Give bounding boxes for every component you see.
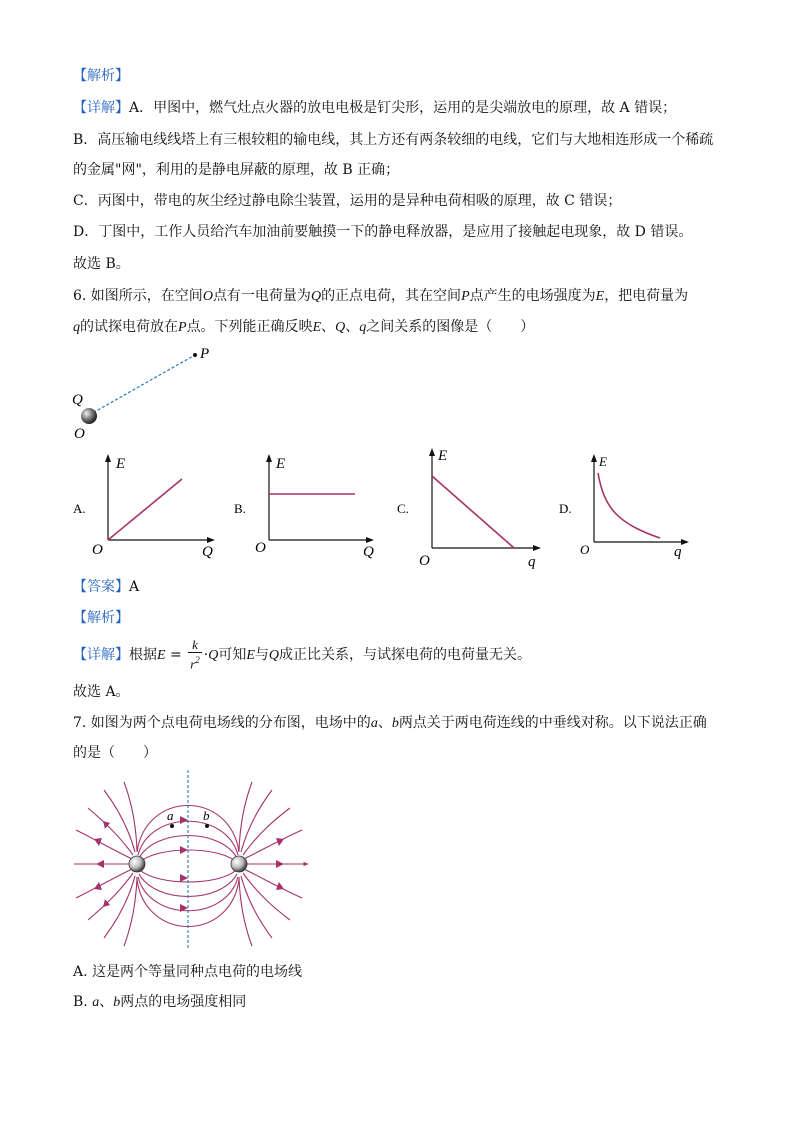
graph-a: [70, 448, 230, 566]
question-6-line-1: 6. 如图所示，在空间O点有一电荷量为Q的正点电荷，其在空间P点产生的电场强度为E，把电荷量为: [73, 288, 689, 304]
y-arrow: [591, 454, 597, 462]
origin-label: O: [92, 542, 103, 558]
graph-c: [394, 440, 554, 570]
option-label: B.: [234, 501, 246, 516]
curve: [598, 473, 660, 538]
detail-line-b1: B．高压输电线线塔上有三根较粗的输电线，其上方还有两条较细的电线，它们与大地相连形成一个稀疏: [73, 132, 714, 148]
field-lines-diagram: [70, 770, 320, 950]
point-a: [170, 824, 174, 828]
detail-tag: 【详解】: [73, 100, 129, 116]
answer-value: A: [129, 579, 140, 595]
question-7-line-1: 7. 如图为两个点电荷电场线的分布图，电场中的a、b两点关于两电荷连线的中垂线对称。以下说法正确: [73, 715, 707, 731]
x-label: q: [674, 544, 682, 560]
x-label: q: [528, 554, 536, 570]
y-label: E: [276, 456, 286, 472]
dashed-line: [89, 355, 195, 415]
formula-fraction: $\frac{k}{r^2}$: [190, 637, 200, 672]
x-arrow: [207, 537, 215, 543]
question-7-line-2: 的是（ ）: [73, 745, 157, 761]
left-charge: [129, 856, 145, 872]
graph-b: [231, 448, 391, 566]
label-p: P: [200, 346, 210, 362]
detail-line-b2: 的金属"网"，利用的是静电屏蔽的原理，故 B 正确；: [73, 162, 400, 178]
option-b: B. a、b两点的电场强度相同: [73, 994, 247, 1010]
origin-label: O: [419, 553, 430, 569]
y-arrow: [429, 448, 435, 456]
y-arrow: [105, 454, 111, 462]
charge-point-diagram: [60, 340, 220, 445]
label-q: Q: [72, 392, 83, 408]
y-arrow: [266, 454, 272, 462]
detail-text-a: A．甲图中，燃气灶点火器的放电电极是钉尖形，运用的是尖端放电的原理，故 A 错误；: [129, 100, 677, 116]
label-o: O: [74, 426, 85, 442]
graph-d: [556, 448, 716, 566]
detail-line-d: D．丁图中，工作人员给汽车加油前要触摸一下的静电释放器，是应用了接触起电现象，故 D 错误。: [73, 224, 693, 240]
label-a: a: [167, 808, 174, 823]
y-label: E: [599, 454, 607, 469]
label-b: b: [203, 808, 210, 823]
point-p: [193, 353, 197, 357]
question-6-line-2: q的试探电荷放在P点。下列能正确反映E、Q、q之间关系的图像是（ ）: [73, 319, 535, 335]
point-b: [205, 824, 209, 828]
option-label: A.: [73, 501, 86, 516]
curve: [432, 476, 514, 548]
conclusion: 故选 B。: [73, 256, 130, 272]
option-label: C.: [397, 501, 409, 516]
field-lines: [74, 782, 306, 946]
x-arrow: [681, 539, 689, 545]
detail-formula-line: 【详解】根据E = $\frac{k}{r^2}$ ·Q可知E与Q成正比关系，与试探电荷的电荷量无关。: [73, 637, 532, 672]
y-label: E: [116, 456, 126, 472]
option-a: A. 这是两个等量同种点电荷的电场线: [73, 964, 303, 980]
x-label: Q: [363, 544, 374, 560]
detail-line-c: C．丙图中，带电的灰尘经过静电除尘装置，运用的是异种电荷相吸的原理，故 C 错误；: [73, 193, 622, 209]
conclusion-6: 故选 A。: [73, 684, 130, 700]
answer-line: [73, 577, 139, 597]
detail-line-a: [73, 98, 676, 118]
charge-ball: [81, 408, 97, 424]
x-arrow: [366, 537, 374, 543]
x-arrow: [533, 545, 541, 551]
option-label: D.: [559, 501, 572, 516]
analysis-header-6: 【解析】: [73, 610, 129, 626]
origin-label: O: [580, 542, 590, 557]
analysis-header: 【解析】: [73, 68, 129, 84]
y-label: E: [438, 448, 448, 464]
right-charge: [231, 856, 247, 872]
x-label: Q: [202, 544, 213, 560]
origin-label: O: [255, 540, 266, 556]
curve: [108, 479, 182, 540]
answer-tag: 【答案】: [73, 579, 129, 595]
